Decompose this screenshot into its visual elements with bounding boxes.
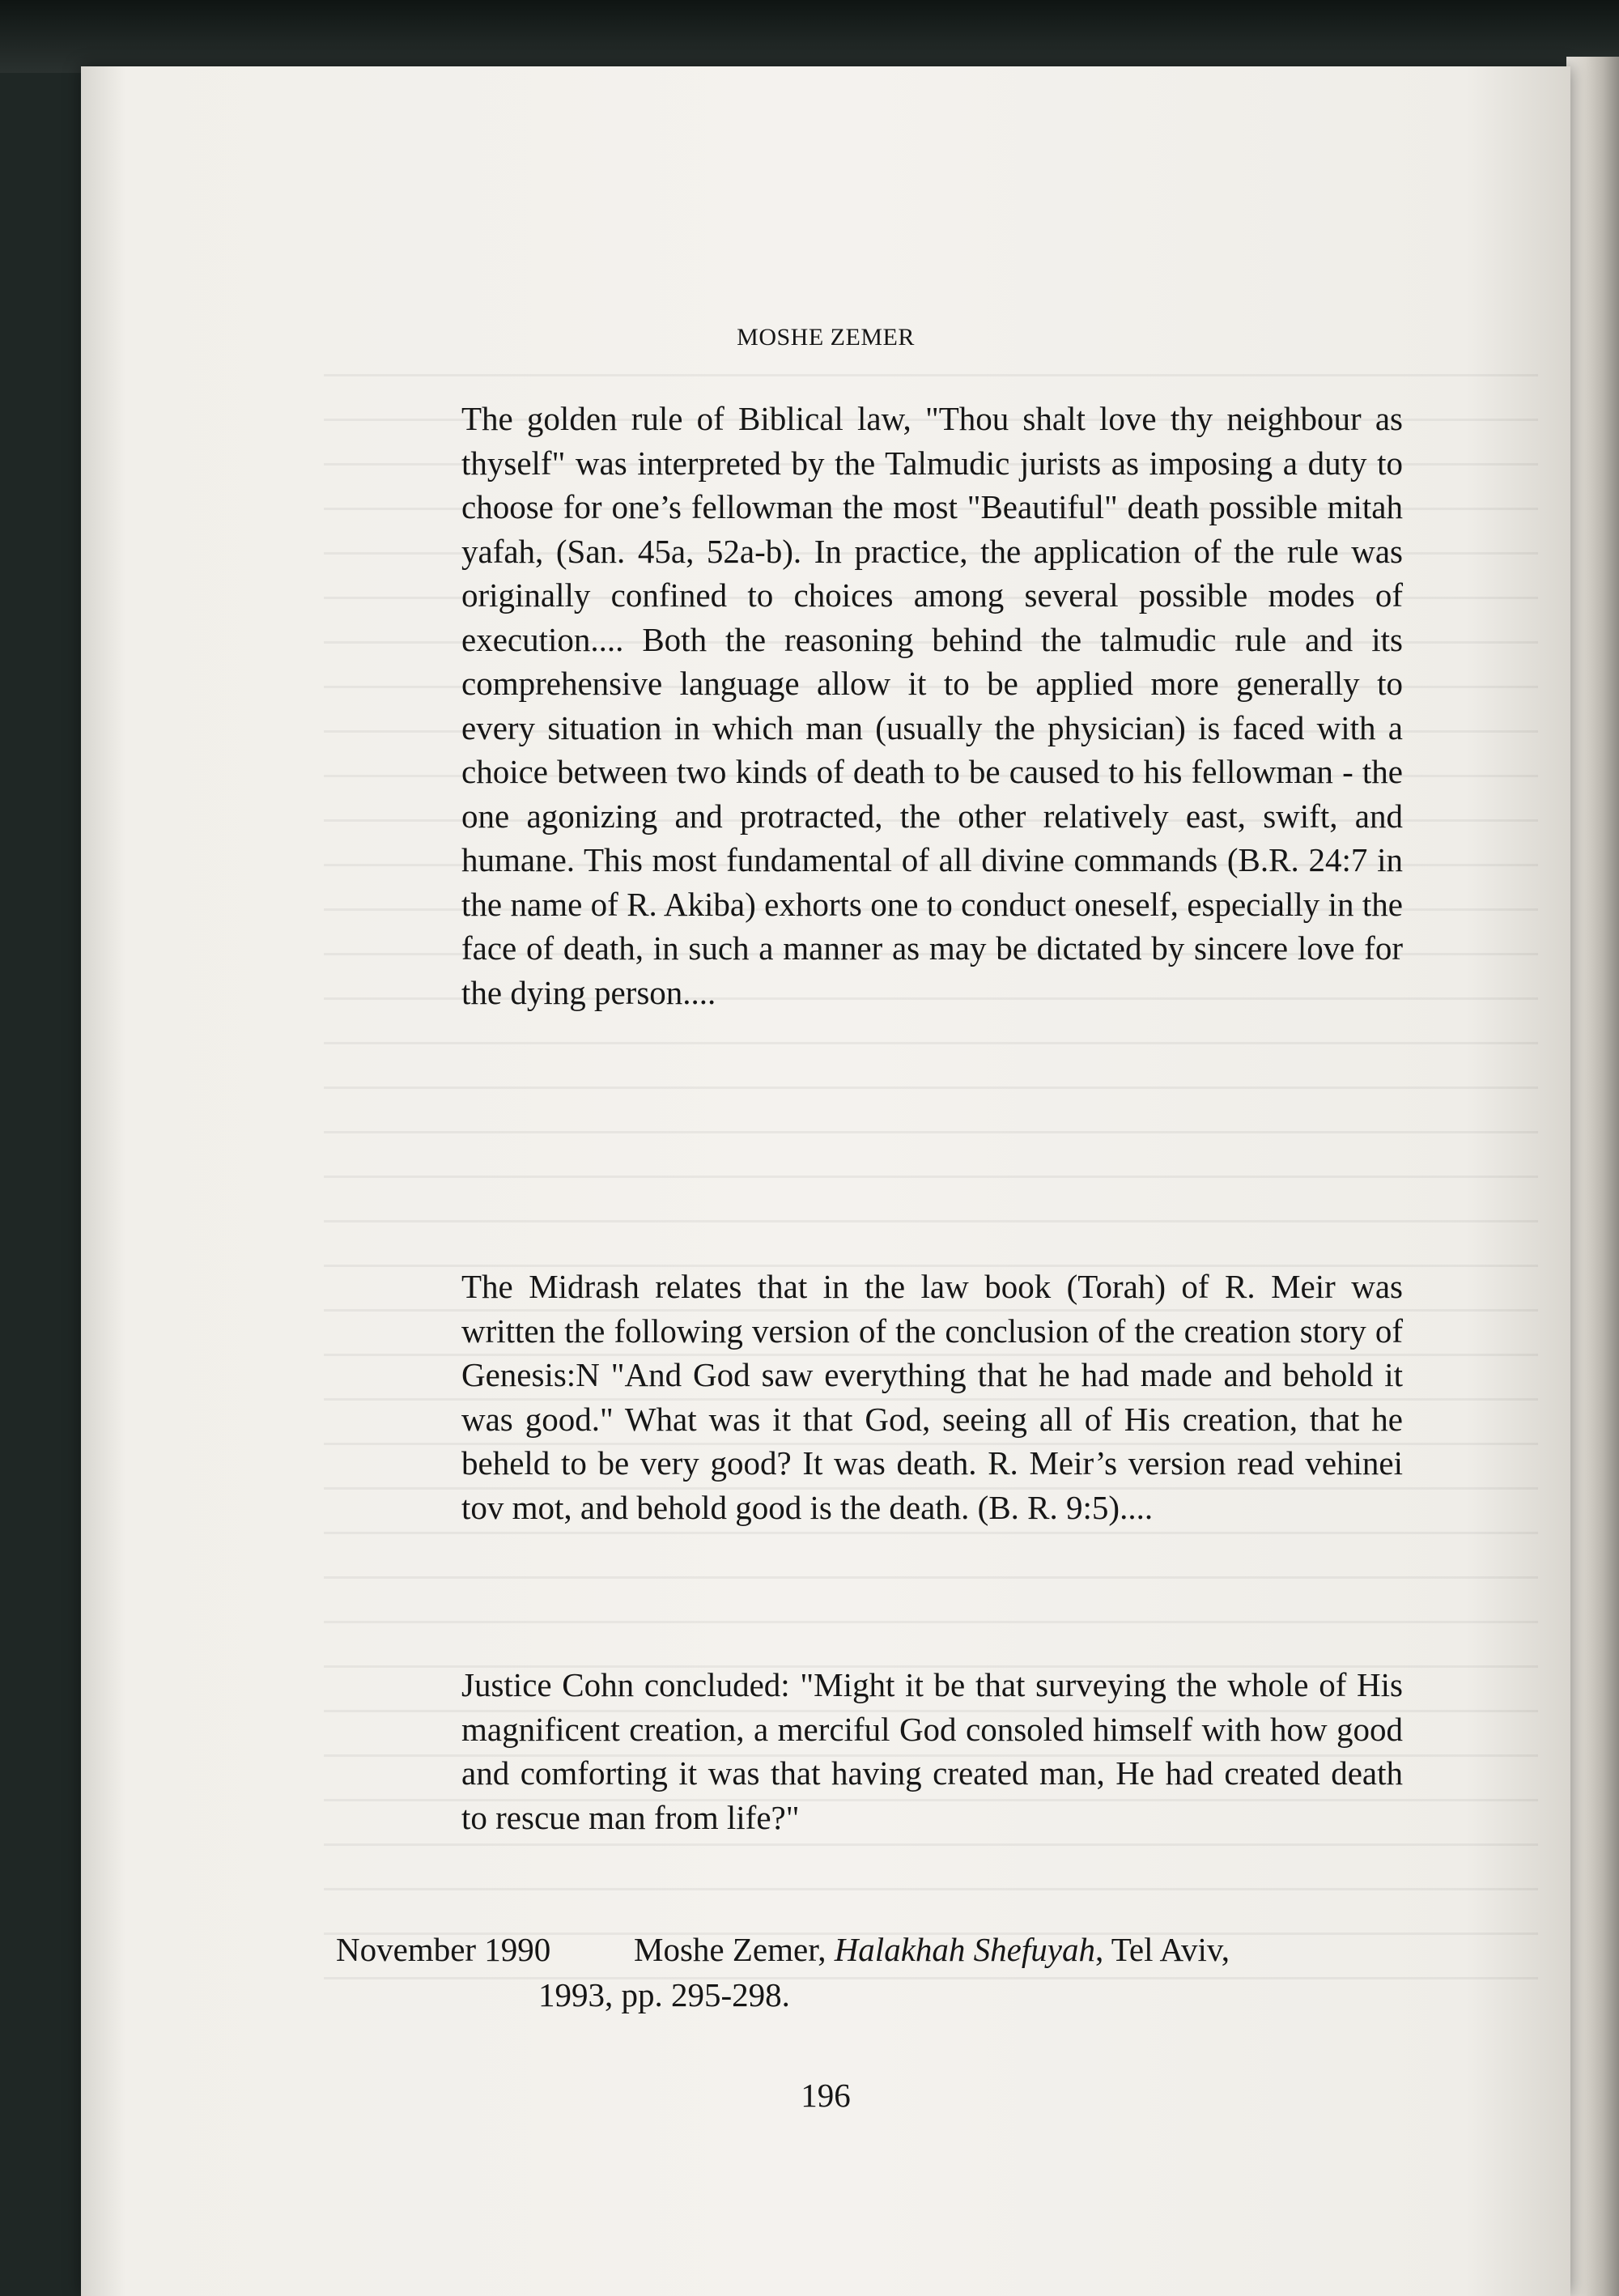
- source-citation: [336, 1927, 1425, 2018]
- source-line-2: 1993, pp. 295-298.: [538, 1976, 790, 2013]
- source-author: Moshe Zemer,: [634, 1931, 826, 1968]
- running-head: MOSHE ZEMER: [737, 324, 915, 351]
- quote-golden-rule: [461, 397, 1403, 1014]
- quote-justice-cohn: [461, 1663, 1403, 1839]
- quote-golden-rule-text: The golden rule of Biblical law, "Thou shalt love thy neighbour as thyself" was interpreted by the Talmudic jurists as imposing a duty to choose for one’s fellowman the most "Beautiful" death possible mitah yafah, (San. 45a, 52a-b). In practice, the application of the rule was originally confined to choices among several possible modes of execution.... Both the reasoning behind the talmudic rule and its comprehensive language allow it to be applied more generally to every situation in which man (usually the physician) is faced with a choice between two kinds of death to be caused to his fellowman - the one agonizing and protracted, the other relatively east, swift, and humane. This most fundamental of all divine commands (B.R. 24:7 in the name of R. Akiba) exhorts one to conduct oneself, especially in the face of death, in such a manner as may be dictated by sincere love for the dying person....: [461, 400, 1403, 1011]
- source-title: Halakhah Shefuyah: [834, 1931, 1095, 1968]
- scan-background: [0, 0, 1619, 73]
- quote-midrash-text: The Midrash relates that in the law book (Torah) of R. Meir was written the following version of the conclusion of the creation story of Genesis:N "And God saw everything that he had made and behold it was good." What was it that God, seeing all of His creation, that he beheld to be very good? It was death. R. Meir’s version read vehinei tov mot, and behold good is the death. (B. R. 9:5)....: [461, 1268, 1403, 1526]
- book-page: [81, 66, 1570, 2296]
- page-number: 196: [801, 2077, 851, 2114]
- quote-justice-cohn-text: Justice Cohn concluded: "Might it be that surveying the whole of His magnificent creation, a merciful God consoled himself with how good and comforting it was that having created man, He had created death to rescue man from life?": [461, 1666, 1403, 1836]
- quote-midrash: [461, 1265, 1403, 1529]
- adjacent-page-edge: [1566, 57, 1619, 2296]
- source-date: November 1990: [336, 1931, 551, 1968]
- source-rest: , Tel Aviv,: [1094, 1931, 1230, 1968]
